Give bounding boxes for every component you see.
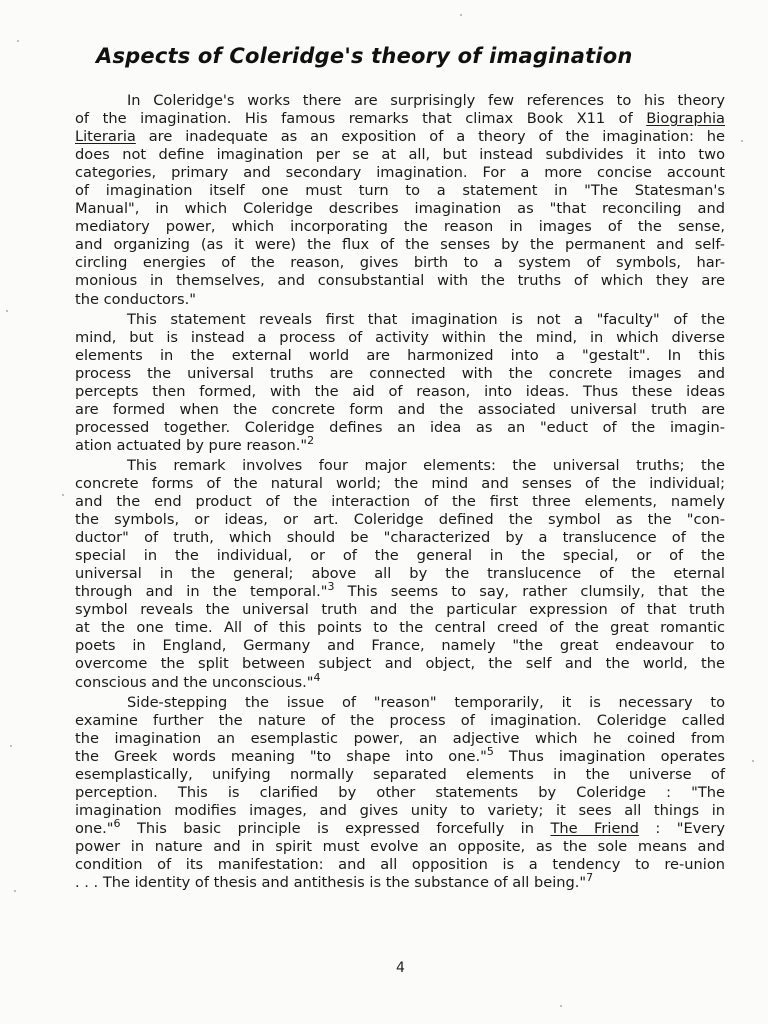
scan-speck (752, 760, 754, 762)
text-line: conscious and the unconscious."$^4$ (75, 670, 321, 691)
underlined-title: The Friend (550, 819, 639, 837)
text-line: the conductors." (75, 290, 196, 308)
text-line: and organizing (as it were) the flux of the senses by the permanent and self- (75, 236, 725, 254)
text-line: power in nature and in spirit must evolve an opposite, as the sole means and (75, 837, 725, 855)
scan-speck (14, 890, 16, 892)
text-line: process the universal truths are connected with the concrete images and (75, 364, 725, 382)
text-line: symbol reveals the universal truth and the particular expression of that truth (75, 601, 725, 619)
footnote-ref: 6 (113, 816, 121, 830)
text-line: ductor" of truth, which should be "characterized by a translucence of the (75, 529, 725, 547)
text-line: poets in England, Germany and France, namely "the great endeavour to (75, 637, 725, 655)
footnote-ref: 4 (313, 670, 321, 684)
text-line: This statement reveals first that imagination is not a "faculty" of the (127, 310, 725, 328)
text-line: percepts then formed, with the aid of reason, into ideas. Thus these ideas (75, 382, 725, 400)
scan-speck (10, 745, 12, 747)
underlined-title: Biographia (646, 110, 725, 128)
text-line: This remark involves four major elements: the universal truths; the (127, 456, 725, 474)
text-line: are formed when the concrete form and the associated universal truth are (75, 400, 725, 418)
text-line: monious in themselves, and consubstantial with the truths of which they are (75, 272, 725, 290)
text-line: mind, but is instead a process of activity within the mind, in which diverse (75, 328, 725, 346)
text-line: special in the individual, or of the general in the special, or of the (75, 547, 725, 565)
page-title: Aspects of Coleridge's theory of imagination (96, 44, 633, 68)
scan-speck (6, 310, 8, 312)
text-line: the Greek words meaning "to shape into one."$^5$ Thus imagination operates (75, 744, 725, 765)
scan-speck (460, 14, 462, 16)
text-line: the symbols, or ideas, or art. Coleridge defined the symbol as the "con- (75, 511, 725, 529)
paragraph (75, 694, 725, 893)
text-line: . . . The identity of thesis and antithesis is the substance of all being."$^7$ (75, 871, 594, 892)
text-line: and the end product of the interaction of the first three elements, namely (75, 493, 725, 511)
text-line: Manual", in which Coleridge describes imagination as "that reconciling and (75, 200, 725, 218)
text-line: elements in the external world are harmonized into a "gestalt". In this (75, 346, 725, 364)
page-number: 4 (396, 960, 405, 976)
text-line: In Coleridge's works there are surprisingly few references to his theory (127, 92, 725, 109)
paragraph (75, 92, 725, 309)
text-line: imagination modifies images, and gives unity to variety; it sees all things in (75, 801, 725, 819)
text-line: ation actuated by pure reason."$^2$ (75, 433, 315, 454)
footnote-ref: 2 (307, 433, 315, 447)
scan-speck (17, 40, 19, 42)
scan-speck (741, 140, 743, 142)
text-line: processed together. Coleridge defines an idea as an "educt of the imagin- (75, 418, 725, 436)
text-line: examine further the nature of the process of imagination. Coleridge called (75, 711, 725, 729)
paragraph (75, 457, 725, 692)
footnote-ref: 5 (486, 744, 494, 758)
text-line: Side-stepping the issue of "reason" temporarily, it is necessary to (127, 693, 725, 711)
text-line: categories, primary and secondary imagination. For a more concise account (75, 164, 725, 182)
scan-speck (560, 1005, 562, 1007)
text-line: does not define imagination per se at all, but instead subdivides it into two (75, 146, 725, 164)
paragraph (75, 311, 725, 455)
text-line: the imagination an esemplastic power, an adjective which he coined from (75, 729, 725, 747)
text-line: esemplastically, unifying normally separated elements in the universe of (75, 765, 725, 783)
text-line: concrete forms of the natural world; the mind and senses of the individual; (75, 474, 725, 492)
text-line: universal in the general; above all by the translucence of the eternal (75, 565, 725, 583)
text-line: at the one time. All of this points to the central creed of the great romantic (75, 619, 725, 637)
body-text (75, 92, 725, 892)
text-line: perception. This is clarified by other statements by Coleridge : "The (75, 783, 725, 801)
footnote-ref: 7 (586, 871, 594, 885)
text-line: Literaria are inadequate as an exposition of a theory of the imagination: he (75, 128, 725, 146)
footnote-ref: 3 (327, 580, 335, 594)
text-line: overcome the split between subject and object, the self and the world, the (75, 655, 725, 673)
text-line: mediatory power, which incorporating the reason in images of the sense, (75, 218, 725, 236)
text-line: one."$^6$ This basic principle is expressed forcefully in The Friend : "Every (75, 816, 725, 837)
text-line: of the imagination. His famous remarks that climax Book X11 of Biographia (75, 110, 725, 128)
text-line: condition of its manifestation: and all opposition is a tendency to re-union (75, 855, 725, 873)
text-line: circling energies of the reason, gives birth to a system of symbols, har- (75, 254, 725, 272)
underlined-title: Literaria (75, 128, 136, 146)
text-line: through and in the temporal."$^3$ This seems to say, rather clumsily, that the (75, 580, 725, 601)
text-line: of imagination itself one must turn to a statement in "The Statesman's (75, 182, 725, 200)
scan-speck (62, 494, 64, 496)
